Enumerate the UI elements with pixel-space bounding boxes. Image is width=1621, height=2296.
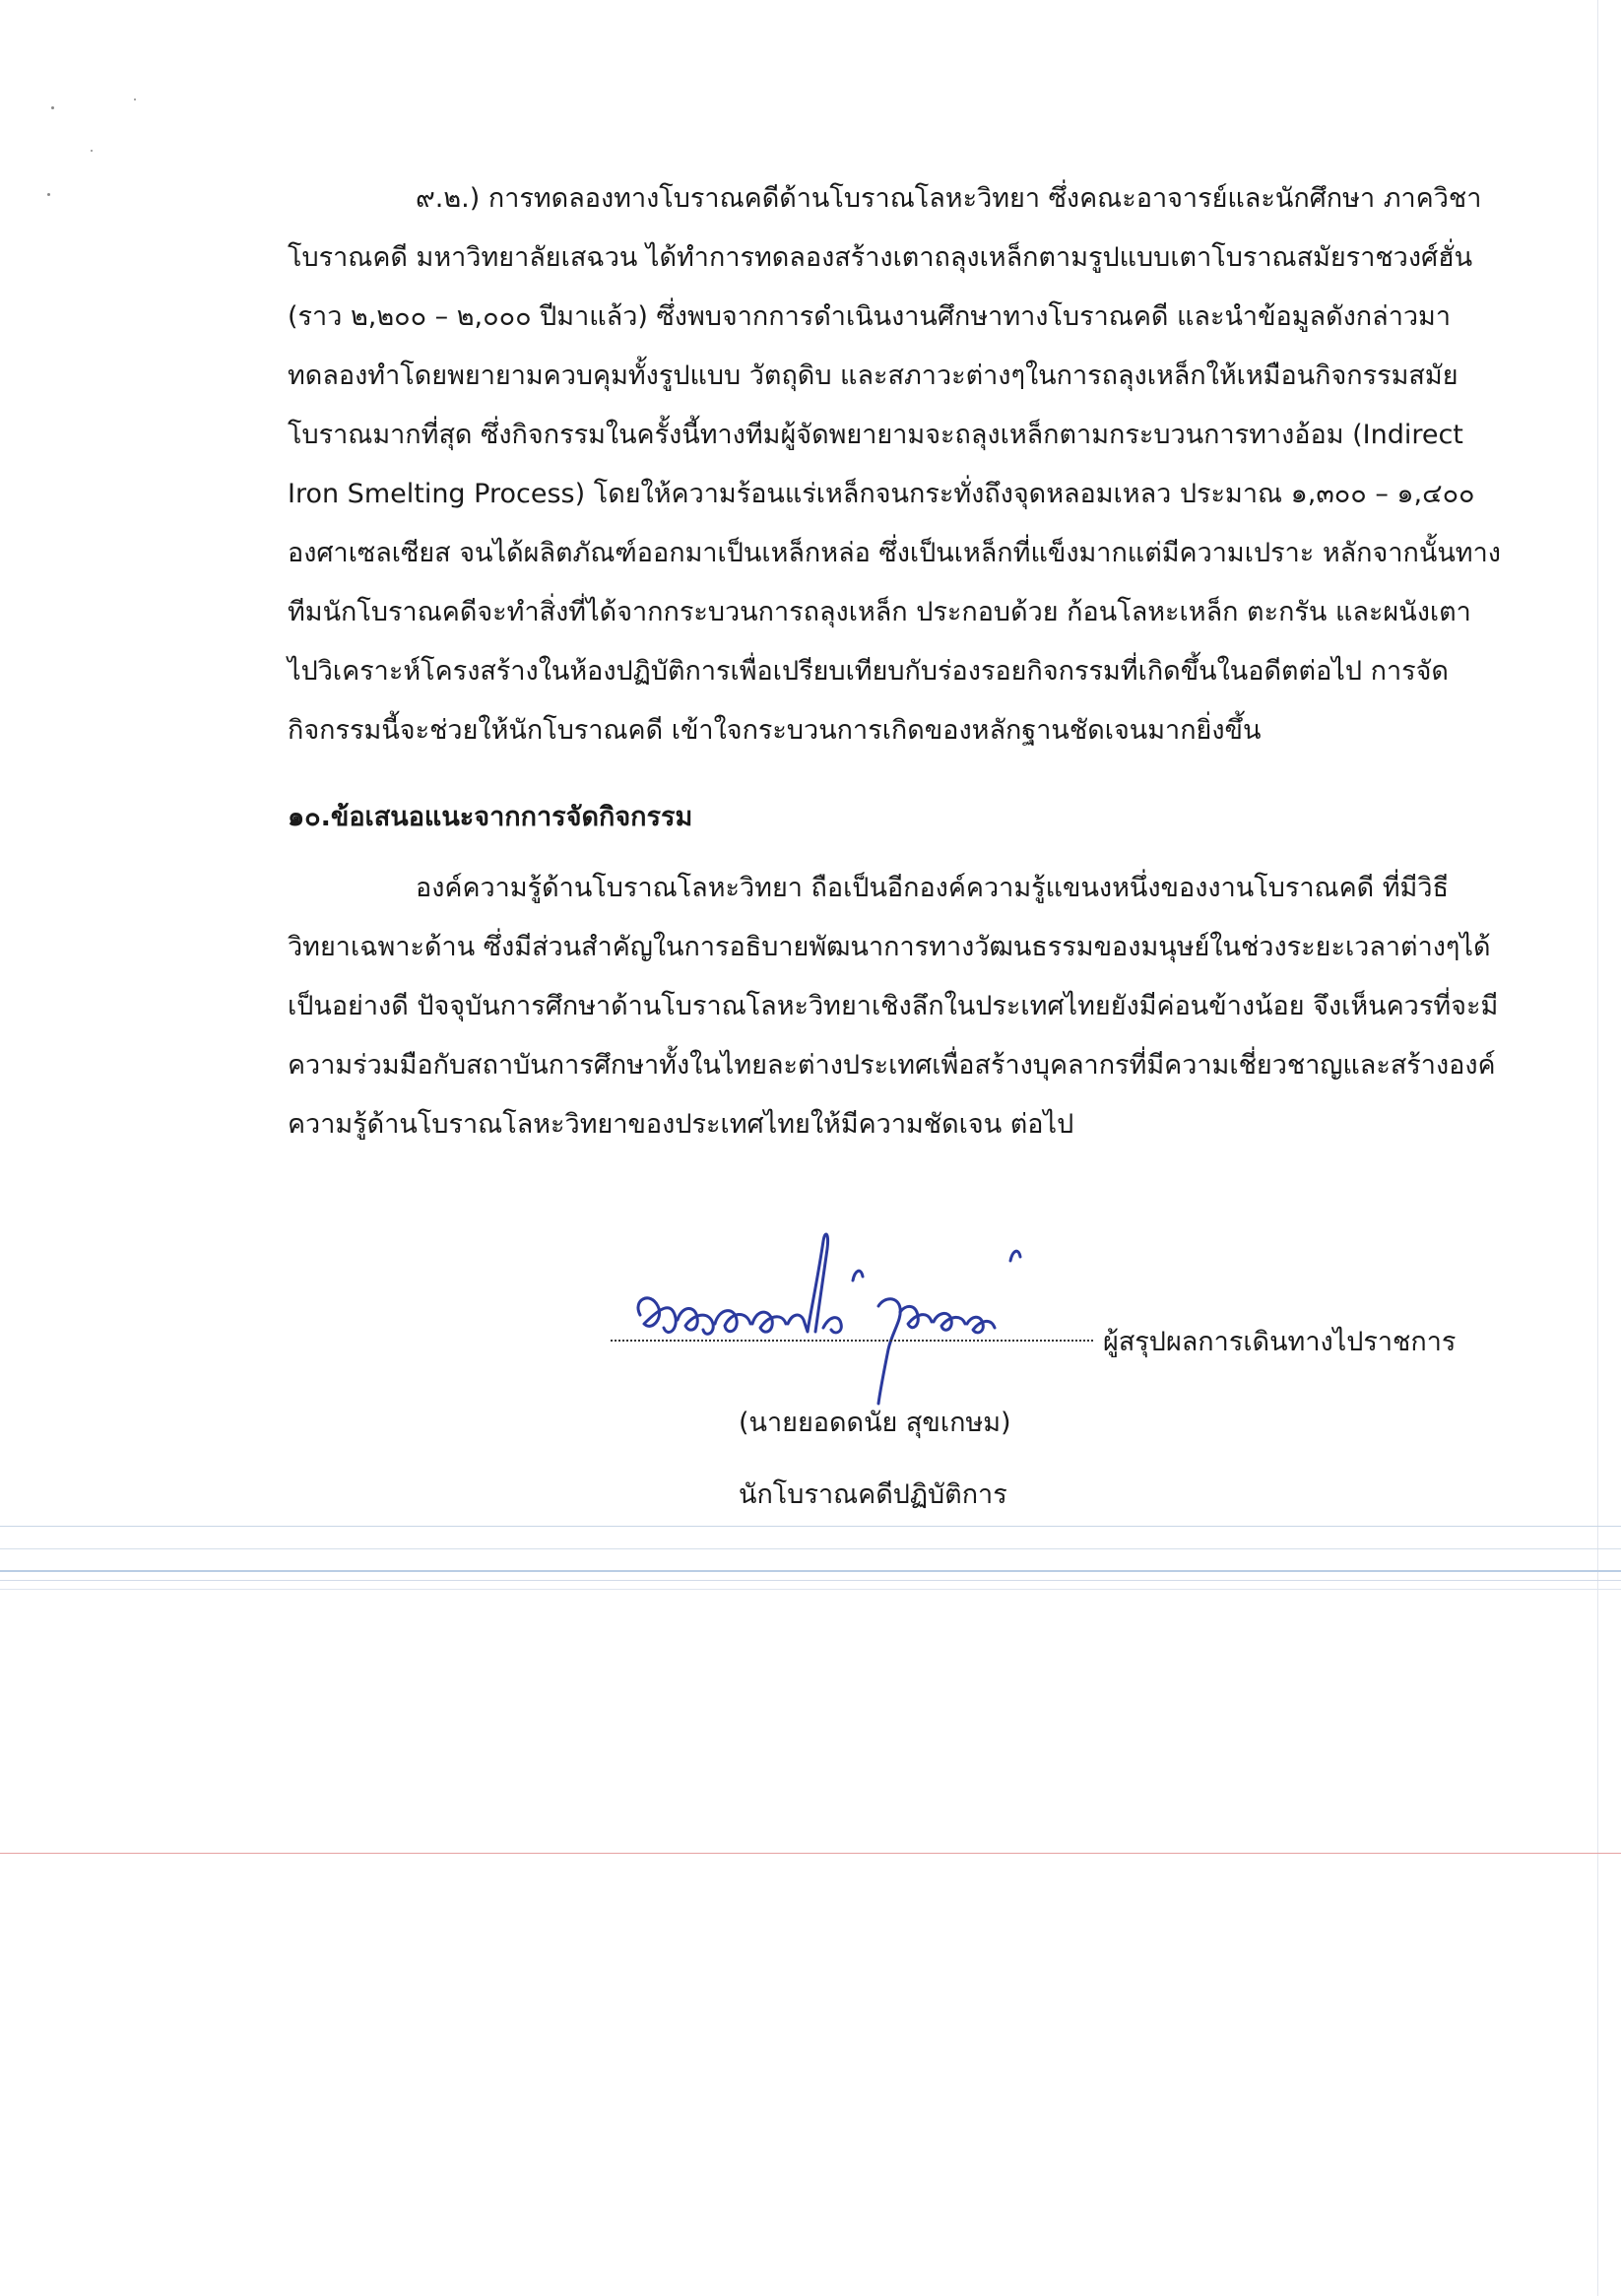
- scan-speck: [47, 193, 50, 196]
- scan-speck: [134, 98, 136, 100]
- signatory-role: ผู้สรุปผลการเดินทางไปราชการ: [1103, 1327, 1457, 1357]
- scan-artifact-line: [0, 1580, 1621, 1581]
- paragraph-line: ทดลองทำโดยพยายามควบคุมทั้งรูปแบบ วัตถุดิบ และสภาวะต่างๆในการถลุงเหล็กให้เหมือนกิจกรรมสมัย: [288, 361, 1459, 391]
- page-edge-line: [1597, 0, 1598, 2296]
- signatory-position: นักโบราณคดีปฏิบัติการ: [739, 1479, 1007, 1510]
- paragraph-line: วิทยาเฉพาะด้าน ซึ่งมีส่วนสำคัญในการอธิบายพัฒนาการทางวัฒนธรรมของมนุษย์ในช่วงระยะเวลาต่างๆได้: [288, 932, 1491, 962]
- paragraph-line: องศาเซลเซียส จนได้ผลิตภัณฑ์ออกมาเป็นเหล็กหล่อ ซึ่งเป็นเหล็กที่แข็งมากแต่มีความเปราะ หลักจากนั้นทาง: [288, 538, 1501, 568]
- scan-artifact-line: [0, 1570, 1621, 1572]
- signature-block: [611, 1221, 1457, 1556]
- scan-artifact-line: [0, 1526, 1621, 1527]
- signature-dotted-line: [611, 1340, 1093, 1342]
- paragraph-line: (ราว ๒,๒๐๐ – ๒,๐๐๐ ปีมาแล้ว) ซึ่งพบจากการดำเนินงานศึกษาทางโบราณคดี และนำข้อมูลดังกล่าวมา: [288, 301, 1451, 332]
- paragraph-9-2: [288, 169, 1501, 760]
- paragraph-line: ความรู้ด้านโบราณโลหะวิทยาของประเทศไทยให้มีความชัดเจน ต่อไป: [288, 1109, 1074, 1140]
- paragraph-line: ความร่วมมือกับสถาบันการศึกษาทั้งในไทยละต่างประเทศเพื่อสร้างบุคลากรที่มีความเชี่ยวชาญและสร้างองค์: [288, 1050, 1496, 1081]
- paragraph-line: ไปวิเคราะห์โครงสร้างในห้องปฏิบัติการเพื่อเปรียบเทียบกับร่องรอยกิจกรรมที่เกิดขึ้นในอดีตต่อไป การจัด: [288, 656, 1449, 687]
- section-heading: ๑๐.ข้อเสนอแนะจากการจัดกิจกรรม: [288, 802, 693, 832]
- scan-artifact-line: [0, 1589, 1621, 1590]
- paragraph-line: โบราณมากที่สุด ซึ่งกิจกรรมในครั้งนี้ทางทีมผู้จัดพยายามจะถลุงเหล็กตามกระบวนการทางอ้อม (Indirect: [288, 420, 1463, 450]
- paragraph-line: ทีมนักโบราณคดีจะทำสิ่งที่ได้จากกระบวนการถลุงเหล็ก ประกอบด้วย ก้อนโลหะเหล็ก ตะกรัน และผนังเตา: [288, 597, 1471, 627]
- paragraph-line: Iron Smelting Process) โดยให้ความร้อนแร่เหล็กจนกระทั่งถึงจุดหลอมเหลว ประมาณ ๑,๓๐๐ – ๑,๔๐๐: [288, 479, 1475, 509]
- scan-speck: [51, 106, 54, 109]
- signatory-name: (นายยอดดนัย สุขเกษม): [739, 1408, 1011, 1438]
- document-body: [288, 169, 1501, 1154]
- paragraph-line: เป็นอย่างดี ปัจจุบันการศึกษาด้านโบราณโลหะวิทยาเชิงลึกในประเทศไทยยังมีค่อนข้างน้อย จึงเห็นควรที่จะมี: [288, 991, 1499, 1021]
- paragraph-line: องค์ความรู้ด้านโบราณโลหะวิทยา ถือเป็นอีกองค์ความรู้แขนงหนึ่งของงานโบราณคดี ที่มีวิธี: [416, 873, 1449, 903]
- paragraph-10: [288, 859, 1499, 1154]
- scan-speck: [91, 150, 93, 152]
- paragraph-line: ๙.๒.) การทดลองทางโบราณคดีด้านโบราณโลหะวิทยา ซึ่งคณะอาจารย์และนักศึกษา ภาควิชา: [416, 183, 1482, 214]
- paragraph-line: กิจกรรมนี้จะช่วยให้นักโบราณคดี เข้าใจกระบวนการเกิดของหลักฐานชัดเจนมากยิ่งขึ้น: [288, 715, 1262, 746]
- handwritten-signature: [620, 1221, 1073, 1418]
- paragraph-line: โบราณคดี มหาวิทยาลัยเสฉวน ได้ทำการทดลองสร้างเตาถลุงเหล็กตามรูปแบบเตาโบราณสมัยราชวงศ์ฮั่น: [288, 242, 1473, 273]
- scan-artifact-line: [0, 1853, 1621, 1854]
- scan-artifact-line: [0, 1548, 1621, 1549]
